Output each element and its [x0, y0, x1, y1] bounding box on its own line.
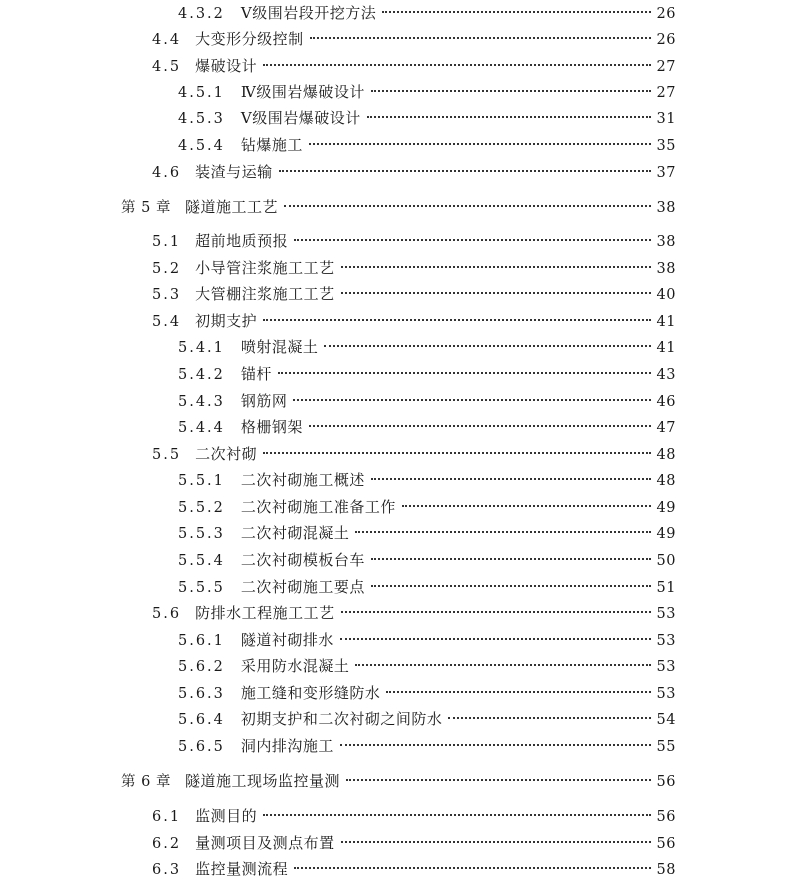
toc-entry-page: 35 — [656, 138, 676, 154]
toc-entry-number: 5.3 — [152, 287, 182, 303]
toc-entry-title: Ⅴ级围岩段开挖方法 — [240, 4, 377, 22]
toc-entry-title: 钢筋网 — [240, 392, 288, 410]
toc-entry-number: 5.5.1 — [178, 473, 225, 489]
toc-entry[interactable] — [178, 363, 676, 385]
toc-entry-page: 43 — [656, 367, 676, 383]
toc-entry-number: 4.5.3 — [178, 111, 225, 127]
dot-leader — [341, 292, 651, 294]
toc-entry-title: 采用防水混凝土 — [240, 657, 350, 675]
toc-entry-title: 隧道施工现场监控量测 — [184, 772, 340, 790]
toc-entry-title: 二次衬砌模板台车 — [240, 551, 365, 569]
dot-leader — [448, 717, 650, 719]
toc-entry-page: 26 — [656, 32, 676, 48]
toc-entry-page: 31 — [656, 111, 676, 127]
toc-entry-title: 爆破设计 — [195, 57, 258, 75]
toc-entry-page: 38 — [656, 200, 676, 216]
toc-entry-number: 5.6 — [152, 606, 182, 622]
toc-entry[interactable] — [178, 390, 676, 412]
toc-entry[interactable] — [178, 708, 676, 730]
toc-entry-page: 38 — [656, 234, 676, 250]
toc-entry-number: 5.5.2 — [178, 500, 225, 516]
toc-entry-number: 5.6.1 — [178, 633, 225, 649]
toc-entry-title: 钻爆施工 — [240, 136, 303, 154]
toc-entry[interactable] — [178, 549, 676, 571]
toc-entry[interactable] — [178, 81, 676, 103]
toc-entry[interactable] — [178, 469, 676, 491]
toc-entry-title: 二次衬砌施工要点 — [240, 578, 365, 596]
toc-entry-page: 27 — [656, 59, 676, 75]
toc-entry-page: 58 — [656, 862, 676, 878]
toc-entry-number: 5.2 — [152, 261, 182, 277]
dot-leader — [309, 425, 651, 427]
toc-entry-title: 格栅钢架 — [240, 418, 303, 436]
toc-entry[interactable] — [152, 602, 676, 624]
toc-entry-number: 5.4 — [152, 314, 182, 330]
dot-leader — [263, 319, 650, 321]
dot-leader — [294, 239, 650, 241]
toc-entry[interactable] — [178, 629, 676, 651]
dot-leader — [279, 170, 651, 172]
toc-entry[interactable] — [178, 735, 676, 757]
toc-entry[interactable] — [152, 443, 676, 465]
toc-entry-title: 超前地质预报 — [195, 232, 289, 250]
toc-entry-number: 5.4.2 — [178, 367, 225, 383]
dot-leader — [284, 205, 651, 207]
dot-leader — [341, 841, 651, 843]
toc-entry[interactable] — [178, 655, 676, 677]
toc-entry[interactable] — [178, 134, 676, 156]
dot-leader — [293, 399, 650, 401]
toc-entry-page: 55 — [656, 739, 676, 755]
dot-leader — [371, 558, 651, 560]
toc-entry[interactable] — [178, 107, 676, 129]
dot-leader — [402, 505, 651, 507]
toc-entry[interactable] — [178, 522, 676, 544]
dot-leader — [371, 585, 651, 587]
toc-entry[interactable] — [152, 230, 676, 252]
dot-leader — [340, 638, 651, 640]
toc-entry[interactable] — [178, 416, 676, 438]
toc-entry-page: 49 — [656, 500, 676, 516]
toc-entry-title: 二次衬砌施工准备工作 — [240, 498, 396, 516]
toc-entry-number: 5.6.5 — [178, 739, 225, 755]
toc-entry-title: 隧道施工工艺 — [184, 198, 278, 216]
toc-entry-number: 4.5.4 — [178, 138, 225, 154]
toc-entry-page: 53 — [656, 659, 676, 675]
dot-leader — [263, 64, 650, 66]
dot-leader — [294, 867, 650, 869]
toc-entry-number: 6.2 — [152, 836, 182, 852]
toc-entry-title: 喷射混凝土 — [240, 338, 319, 356]
toc-entry-page: 56 — [656, 774, 676, 790]
toc-entry-title: 洞内排沟施工 — [240, 737, 334, 755]
toc-entry[interactable] — [152, 858, 676, 880]
toc-entry-page: 51 — [656, 580, 676, 596]
toc-entry[interactable] — [178, 336, 676, 358]
toc-entry-number: 6.1 — [152, 809, 182, 825]
toc-entry-title: 锚杆 — [240, 365, 272, 383]
toc-entry-number: 5.4.3 — [178, 394, 225, 410]
toc-entry-page: 26 — [656, 6, 676, 22]
toc-entry-title: 施工缝和变形缝防水 — [240, 684, 381, 702]
toc-entry-title: 装渣与运输 — [195, 163, 273, 181]
toc-entry-number: 5.4.4 — [178, 420, 225, 436]
toc-entry-page: 54 — [656, 712, 676, 728]
toc-entry-number: 5.6.3 — [178, 686, 225, 702]
toc-entry-title: 监控量测流程 — [195, 860, 289, 878]
toc-entry-number: 6.3 — [152, 862, 182, 878]
toc-entry-page: 41 — [656, 314, 676, 330]
toc-entry-page: 53 — [656, 633, 676, 649]
toc-entry-page: 48 — [656, 447, 676, 463]
dot-leader — [263, 814, 650, 816]
toc-entry-page: 53 — [656, 686, 676, 702]
toc-entry[interactable] — [152, 805, 676, 827]
dot-leader — [278, 372, 651, 374]
toc-entry-page: 41 — [656, 340, 676, 356]
toc-entry-number: 4.3.2 — [178, 6, 225, 22]
toc-entry-page: 27 — [656, 85, 676, 101]
toc-entry-title: Ⅳ级围岩爆破设计 — [240, 83, 365, 101]
toc-entry[interactable] — [178, 496, 676, 518]
dot-leader — [386, 691, 650, 693]
toc-entry-title: 小导管注浆施工工艺 — [195, 259, 335, 277]
dot-leader — [367, 116, 651, 118]
dot-leader — [324, 345, 650, 347]
toc-entry-number: 5.6.4 — [178, 712, 225, 728]
dot-leader — [355, 531, 650, 533]
toc-entry-number: 5.5.5 — [178, 580, 225, 596]
toc-entry[interactable] — [178, 2, 676, 24]
toc-chapter-entry[interactable] — [121, 770, 676, 792]
toc-entry-page: 37 — [656, 165, 676, 181]
toc-entry-page: 46 — [656, 394, 676, 410]
dot-leader — [355, 664, 650, 666]
dot-leader — [346, 779, 651, 781]
toc-entry-title: Ⅴ级围岩爆破设计 — [240, 109, 361, 127]
toc-entry-number: 5.5.3 — [178, 526, 225, 542]
toc-entry-number: 4.5.1 — [178, 85, 225, 101]
toc-entry-page: 38 — [656, 261, 676, 277]
toc-entry[interactable] — [152, 257, 676, 279]
toc-entry-number: 5.6.2 — [178, 659, 225, 675]
toc-entry-title: 二次衬砌混凝土 — [240, 524, 350, 542]
toc-entry-number: 5.1 — [152, 234, 182, 250]
toc-entry-title: 防排水工程施工工艺 — [195, 604, 335, 622]
toc-entry-number: 5.4.1 — [178, 340, 225, 356]
toc-entry-page: 50 — [656, 553, 676, 569]
toc-entry-page: 48 — [656, 473, 676, 489]
toc-entry-page: 56 — [656, 809, 676, 825]
toc-entry-page: 49 — [656, 526, 676, 542]
toc-entry[interactable] — [152, 28, 676, 50]
dot-leader — [341, 266, 651, 268]
toc-entry[interactable] — [152, 55, 676, 77]
toc-entry-number: 4.6 — [152, 165, 182, 181]
dot-leader — [341, 611, 651, 613]
toc-entry[interactable] — [178, 682, 676, 704]
dot-leader — [263, 452, 650, 454]
toc-entry-number: 4.4 — [152, 32, 182, 48]
dot-leader — [371, 478, 651, 480]
dot-leader — [371, 90, 651, 92]
toc-entry-title: 大管棚注浆施工工艺 — [195, 285, 335, 303]
toc-entry-number: 5.5.4 — [178, 553, 225, 569]
dot-leader — [382, 11, 650, 13]
toc-entry-number: 5.5 — [152, 447, 182, 463]
toc-entry[interactable] — [152, 310, 676, 332]
toc-entry-page: 56 — [656, 836, 676, 852]
toc-entry[interactable] — [152, 161, 676, 183]
toc-entry[interactable] — [178, 576, 676, 598]
toc-entry-page: 47 — [656, 420, 676, 436]
toc-entry-page: 40 — [656, 287, 676, 303]
toc-entry-title: 监测目的 — [195, 807, 258, 825]
toc-entry[interactable] — [152, 283, 676, 305]
toc-entry[interactable] — [152, 832, 676, 854]
toc-entry-number: 4.5 — [152, 59, 182, 75]
toc-entry-number: 第 5 章 — [121, 200, 171, 216]
dot-leader — [309, 143, 651, 145]
toc-entry-title: 二次衬砌施工概述 — [240, 471, 365, 489]
toc-chapter-entry[interactable] — [121, 196, 676, 218]
toc-entry-title: 大变形分级控制 — [195, 30, 304, 48]
toc-entry-title: 初期支护 — [195, 312, 258, 330]
dot-leader — [340, 744, 651, 746]
toc-entry-page: 53 — [656, 606, 676, 622]
dot-leader — [310, 37, 651, 39]
toc-entry-title: 量测项目及测点布置 — [195, 834, 335, 852]
toc-entry-number: 第 6 章 — [121, 774, 171, 790]
toc-entry-title: 初期支护和二次衬砌之间防水 — [240, 710, 443, 728]
toc-entry-title: 隧道衬砌排水 — [240, 631, 334, 649]
toc-entry-title: 二次衬砌 — [195, 445, 258, 463]
